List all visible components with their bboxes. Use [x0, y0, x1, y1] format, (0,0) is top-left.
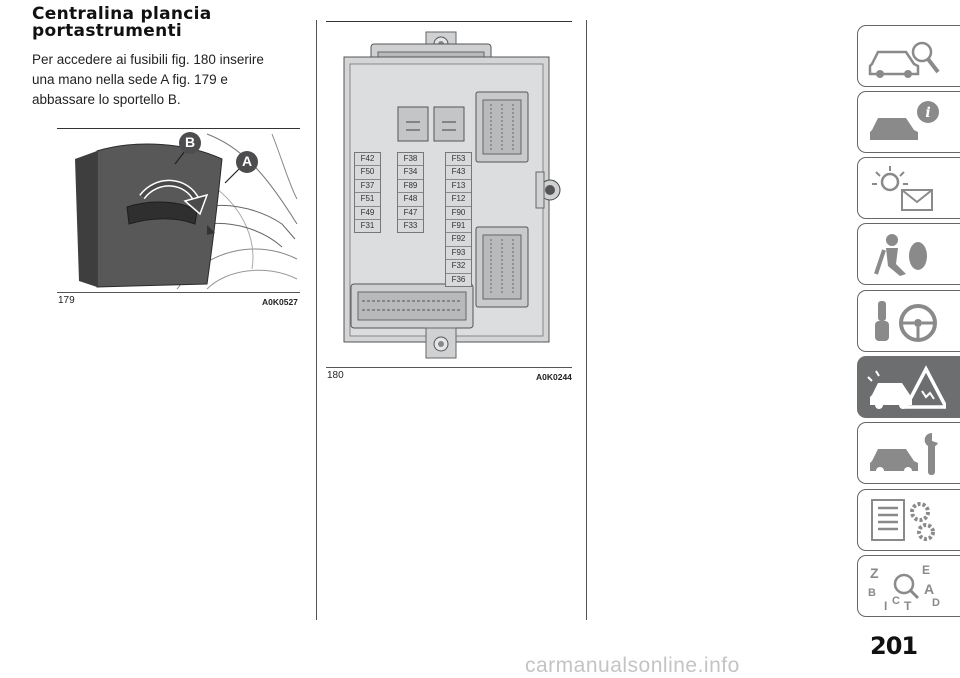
fuse-label: F34 — [398, 166, 423, 179]
fuse-label: F32 — [446, 260, 471, 273]
page-number: 201 — [870, 632, 918, 660]
instruction-line3: abbassare lo sportello B. — [32, 92, 181, 107]
figure-179-label-a: A — [241, 153, 253, 169]
section-title — [32, 6, 302, 40]
column-divider-left — [316, 20, 317, 620]
fuse-label: F37 — [355, 180, 380, 193]
fuse-column-2 — [397, 152, 424, 233]
svg-text:B: B — [868, 587, 876, 599]
key-steering-wheel-icon — [866, 297, 946, 347]
fuse-label: F36 — [446, 274, 471, 286]
fuse-label: F90 — [446, 207, 471, 220]
tab-technical-data[interactable] — [857, 489, 960, 551]
fuse-label: F50 — [355, 166, 380, 179]
tab-safety[interactable] — [857, 223, 960, 285]
car-info-icon — [866, 98, 946, 148]
fuse-label: F92 — [446, 233, 471, 246]
fuse-label: F31 — [355, 220, 380, 232]
fuse-label: F48 — [398, 193, 423, 206]
fuse-label: F49 — [355, 207, 380, 220]
fuse-label: F42 — [355, 153, 380, 166]
car-search-icon — [866, 32, 946, 82]
fuse-column-1 — [354, 152, 381, 233]
figure-179-bottom-rule — [57, 292, 300, 293]
svg-text:C: C — [892, 595, 900, 607]
spec-list-gears-icon — [866, 496, 946, 546]
tab-maintenance[interactable] — [857, 422, 960, 484]
figure-179-code: A0K0527 — [262, 297, 298, 307]
svg-text:T: T — [904, 599, 912, 612]
svg-text:E: E — [922, 563, 931, 577]
alphabet-index-icon — [866, 562, 946, 612]
tab-index[interactable] — [857, 555, 960, 617]
tab-emergency[interactable] — [857, 356, 960, 418]
svg-text:I: I — [884, 599, 888, 612]
column-divider-right — [586, 20, 587, 620]
fuse-label: F12 — [446, 193, 471, 206]
figure-180-number: 180 — [327, 370, 344, 381]
figure-179-dashboard-illustration — [57, 129, 300, 292]
instruction-paragraph — [32, 50, 307, 110]
airbag-seat-icon — [866, 230, 946, 280]
figure-179-number: 179 — [58, 295, 75, 306]
tab-car-search[interactable] — [857, 25, 960, 87]
warning-light-message-icon — [866, 164, 946, 214]
svg-text:D: D — [932, 597, 940, 609]
figure-180-bottom-rule — [326, 367, 572, 368]
svg-text:Z: Z — [870, 565, 879, 581]
fuse-label: F13 — [446, 180, 471, 193]
figure-179-label-b: B — [184, 134, 196, 150]
fuse-column-3 — [445, 152, 472, 287]
fuse-label: F89 — [398, 180, 423, 193]
instruction-line2: una mano nella sede A fig. 179 e — [32, 72, 228, 87]
fuse-label: F33 — [398, 220, 423, 232]
fuse-label: F91 — [446, 220, 471, 233]
fuse-label: F53 — [446, 153, 471, 166]
figure-180-code: A0K0244 — [536, 372, 572, 382]
svg-text:i: i — [925, 105, 931, 121]
fuse-label: F51 — [355, 193, 380, 206]
instruction-line1: Per accedere ai fusibili fig. 180 inserire — [32, 52, 264, 67]
tab-starting-driving[interactable] — [857, 290, 960, 352]
fuse-label: F93 — [446, 247, 471, 260]
section-title-line1: Centralina plancia — [32, 4, 212, 24]
fuse-label: F47 — [398, 207, 423, 220]
watermark: carmanualsonline.info — [525, 654, 740, 677]
car-wrench-icon — [866, 429, 946, 479]
car-emergency-warning-icon — [866, 363, 946, 413]
tab-warning-lights-messages[interactable] — [857, 157, 960, 219]
tab-car-info[interactable] — [857, 91, 960, 153]
fuse-label: F38 — [398, 153, 423, 166]
svg-text:A: A — [924, 581, 935, 597]
fuse-label: F43 — [446, 166, 471, 179]
section-title-line2: portastrumenti — [32, 21, 183, 41]
